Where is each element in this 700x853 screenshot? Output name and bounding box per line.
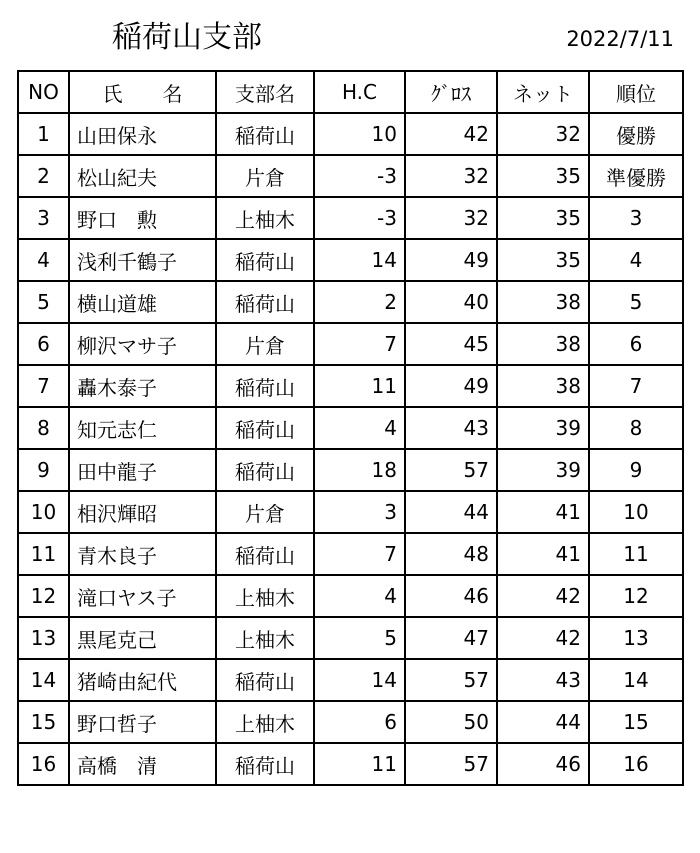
cell-no: 4 xyxy=(18,239,69,281)
cell-net: 39 xyxy=(497,449,589,491)
cell-hc: 3 xyxy=(314,491,405,533)
header-branch: 支部名 xyxy=(216,71,314,113)
cell-name: 横山道雄 xyxy=(69,281,216,323)
cell-name: 松山紀夫 xyxy=(69,155,216,197)
cell-rank: 3 xyxy=(589,197,683,239)
cell-no: 13 xyxy=(18,617,69,659)
cell-name: 野口 勲 xyxy=(69,197,216,239)
cell-hc: -3 xyxy=(314,197,405,239)
cell-hc: 10 xyxy=(314,113,405,155)
cell-no: 16 xyxy=(18,743,69,785)
cell-net: 42 xyxy=(497,575,589,617)
cell-rank: 11 xyxy=(589,533,683,575)
cell-net: 32 xyxy=(497,113,589,155)
cell-branch: 上柚木 xyxy=(216,617,314,659)
date-label: 2022/7/11 xyxy=(566,27,674,51)
cell-gross: 50 xyxy=(405,701,497,743)
cell-gross: 49 xyxy=(405,239,497,281)
table-row xyxy=(18,617,683,659)
cell-no: 5 xyxy=(18,281,69,323)
cell-no: 2 xyxy=(18,155,69,197)
cell-no: 1 xyxy=(18,113,69,155)
cell-no: 7 xyxy=(18,365,69,407)
cell-gross: 32 xyxy=(405,155,497,197)
cell-branch: 上柚木 xyxy=(216,197,314,239)
cell-rank: 15 xyxy=(589,701,683,743)
results-table xyxy=(17,70,684,786)
cell-name: 野口哲子 xyxy=(69,701,216,743)
cell-hc: 4 xyxy=(314,407,405,449)
cell-gross: 32 xyxy=(405,197,497,239)
cell-hc: 18 xyxy=(314,449,405,491)
table-row xyxy=(18,533,683,575)
header-rank: 順位 xyxy=(589,71,683,113)
cell-hc: 11 xyxy=(314,365,405,407)
cell-gross: 43 xyxy=(405,407,497,449)
cell-no: 3 xyxy=(18,197,69,239)
header-net: ネット xyxy=(497,71,589,113)
cell-no: 12 xyxy=(18,575,69,617)
cell-gross: 42 xyxy=(405,113,497,155)
cell-rank: 5 xyxy=(589,281,683,323)
cell-hc: 2 xyxy=(314,281,405,323)
cell-branch: 稲荷山 xyxy=(216,659,314,701)
cell-name: 浅利千鶴子 xyxy=(69,239,216,281)
cell-name: 田中龍子 xyxy=(69,449,216,491)
cell-gross: 57 xyxy=(405,659,497,701)
cell-net: 39 xyxy=(497,407,589,449)
cell-branch: 稲荷山 xyxy=(216,533,314,575)
cell-hc: 4 xyxy=(314,575,405,617)
table-row xyxy=(18,449,683,491)
cell-branch: 片倉 xyxy=(216,323,314,365)
cell-hc: 11 xyxy=(314,743,405,785)
cell-rank: 4 xyxy=(589,239,683,281)
cell-hc: 7 xyxy=(314,323,405,365)
table-row xyxy=(18,491,683,533)
cell-net: 42 xyxy=(497,617,589,659)
cell-branch: 片倉 xyxy=(216,491,314,533)
table-row xyxy=(18,281,683,323)
cell-name: 滝口ヤス子 xyxy=(69,575,216,617)
cell-gross: 46 xyxy=(405,575,497,617)
header-gross: ｸﾞﾛｽ xyxy=(405,71,497,113)
table-row xyxy=(18,743,683,785)
cell-hc: 14 xyxy=(314,659,405,701)
cell-no: 8 xyxy=(18,407,69,449)
cell-net: 43 xyxy=(497,659,589,701)
table-row xyxy=(18,197,683,239)
cell-net: 44 xyxy=(497,701,589,743)
cell-gross: 49 xyxy=(405,365,497,407)
cell-branch: 稲荷山 xyxy=(216,743,314,785)
cell-name: 相沢輝昭 xyxy=(69,491,216,533)
cell-branch: 上柚木 xyxy=(216,701,314,743)
cell-net: 38 xyxy=(497,281,589,323)
cell-gross: 47 xyxy=(405,617,497,659)
cell-hc: -3 xyxy=(314,155,405,197)
cell-hc: 7 xyxy=(314,533,405,575)
cell-no: 11 xyxy=(18,533,69,575)
cell-no: 9 xyxy=(18,449,69,491)
cell-branch: 稲荷山 xyxy=(216,407,314,449)
cell-branch: 稲荷山 xyxy=(216,239,314,281)
cell-net: 46 xyxy=(497,743,589,785)
cell-rank: 7 xyxy=(589,365,683,407)
cell-branch: 稲荷山 xyxy=(216,449,314,491)
cell-rank: 14 xyxy=(589,659,683,701)
cell-net: 38 xyxy=(497,323,589,365)
table-row xyxy=(18,155,683,197)
cell-gross: 48 xyxy=(405,533,497,575)
table-row xyxy=(18,239,683,281)
cell-gross: 57 xyxy=(405,743,497,785)
cell-branch: 稲荷山 xyxy=(216,113,314,155)
cell-name: 青木良子 xyxy=(69,533,216,575)
cell-branch: 上柚木 xyxy=(216,575,314,617)
cell-name: 高橋 清 xyxy=(69,743,216,785)
cell-no: 15 xyxy=(18,701,69,743)
table-row xyxy=(18,365,683,407)
header-name: 氏 名 xyxy=(69,71,216,113)
cell-name: 黒尾克己 xyxy=(69,617,216,659)
cell-branch: 片倉 xyxy=(216,155,314,197)
header-row xyxy=(18,71,683,113)
cell-branch: 稲荷山 xyxy=(216,281,314,323)
cell-hc: 14 xyxy=(314,239,405,281)
cell-no: 6 xyxy=(18,323,69,365)
cell-rank: 13 xyxy=(589,617,683,659)
table-row xyxy=(18,407,683,449)
cell-rank: 準優勝 xyxy=(589,155,683,197)
cell-branch: 稲荷山 xyxy=(216,365,314,407)
table-row xyxy=(18,575,683,617)
table-row xyxy=(18,701,683,743)
cell-rank: 9 xyxy=(589,449,683,491)
cell-rank: 6 xyxy=(589,323,683,365)
cell-no: 10 xyxy=(18,491,69,533)
table-row xyxy=(18,659,683,701)
cell-name: 山田保永 xyxy=(69,113,216,155)
table-row xyxy=(18,113,683,155)
header-hc: H.C xyxy=(314,71,405,113)
cell-gross: 45 xyxy=(405,323,497,365)
cell-net: 35 xyxy=(497,239,589,281)
page-title: 稲荷山支部 xyxy=(112,20,262,55)
cell-hc: 6 xyxy=(314,701,405,743)
cell-gross: 57 xyxy=(405,449,497,491)
cell-gross: 40 xyxy=(405,281,497,323)
cell-net: 41 xyxy=(497,491,589,533)
cell-hc: 5 xyxy=(314,617,405,659)
cell-no: 14 xyxy=(18,659,69,701)
cell-net: 41 xyxy=(497,533,589,575)
cell-net: 35 xyxy=(497,155,589,197)
cell-name: 知元志仁 xyxy=(69,407,216,449)
cell-rank: 10 xyxy=(589,491,683,533)
cell-name: 轟木泰子 xyxy=(69,365,216,407)
cell-rank: 8 xyxy=(589,407,683,449)
cell-rank: 12 xyxy=(589,575,683,617)
cell-gross: 44 xyxy=(405,491,497,533)
cell-rank: 優勝 xyxy=(589,113,683,155)
header-no: NO xyxy=(18,71,69,113)
cell-rank: 16 xyxy=(589,743,683,785)
cell-net: 35 xyxy=(497,197,589,239)
table-row xyxy=(18,323,683,365)
cell-name: 猪崎由紀代 xyxy=(69,659,216,701)
cell-net: 38 xyxy=(497,365,589,407)
cell-name: 柳沢マサ子 xyxy=(69,323,216,365)
